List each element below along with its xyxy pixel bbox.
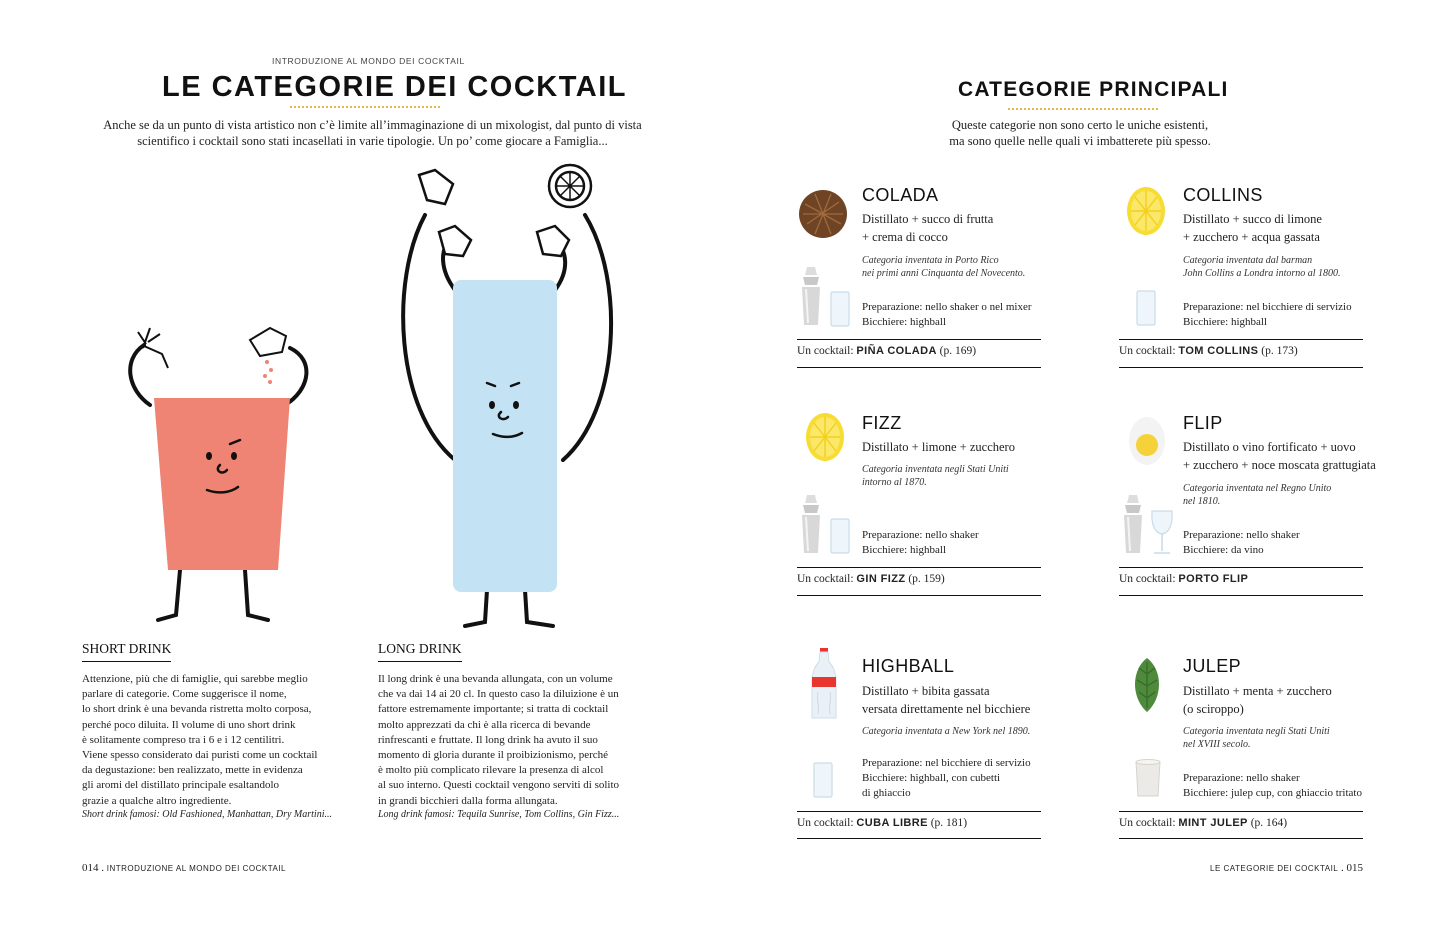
body-line: Il long drink è una bevanda allungata, con un volume — [378, 673, 613, 685]
section-title: CATEGORIE PRINCIPALI — [958, 78, 1229, 101]
short-drink-famous: Short drink famosi: Old Fashioned, Manhattan, Dry Martini... — [82, 808, 332, 820]
example-cocktail — [1119, 573, 1248, 585]
wine-glass-icon — [1149, 509, 1175, 557]
intro-line: ma sono quelle nelle quali vi imbatterete più spesso. — [949, 134, 1211, 148]
formula-line: Distillato + succo di limone — [1183, 212, 1322, 226]
page-title: LE CATEGORIE DEI COCKTAIL — [162, 71, 627, 103]
body-line: fattore estremamente importante; si tratta di cocktail — [378, 703, 609, 716]
origin-line: John Collins a Londra intorno al 1800. — [1183, 268, 1341, 279]
category-name: COLADA — [862, 185, 939, 205]
prep-line: Bicchiere: highball, con cubetti — [862, 772, 1001, 784]
body-line: da degustazione: ben realizzato, mette in evidenza — [82, 764, 303, 777]
shaker-icon — [797, 493, 825, 555]
body-line: grazie a qualche altro ingrediente. — [82, 794, 232, 807]
prep-line: Preparazione: nello shaker o nel mixer — [862, 301, 1032, 313]
formula-line: Distillato + menta + zucchero — [1183, 684, 1332, 698]
shaker-icon — [797, 265, 825, 327]
divider — [1119, 567, 1363, 568]
body-line: che va dai 14 ai 20 cl. In questo caso la diluizione è un — [378, 688, 619, 701]
category-origin — [862, 254, 1025, 280]
origin-line: Categoria inventata a New York nel 1890. — [862, 726, 1031, 737]
category-prep — [862, 528, 979, 558]
highball-glass-icon — [812, 761, 834, 799]
long-drink-illustration — [395, 160, 625, 640]
left-footer — [82, 862, 286, 874]
example-prefix: Un cocktail: — [1119, 573, 1176, 585]
divider — [1119, 367, 1363, 368]
example-name: PORTO FLIP — [1178, 573, 1249, 585]
right-footer — [1210, 862, 1363, 874]
category-origin — [1183, 725, 1330, 751]
origin-line: Categoria inventata negli Stati Uniti — [1183, 726, 1330, 737]
example-prefix: Un cocktail: — [797, 817, 854, 829]
category-formula — [1183, 210, 1322, 246]
title-underline — [1008, 108, 1158, 110]
shaker-icon — [1119, 493, 1147, 555]
egg-icon — [1127, 413, 1167, 467]
footer-label: LE CATEGORIE DEI COCKTAIL — [1210, 864, 1339, 873]
origin-line: nel XVIII secolo. — [1183, 739, 1251, 750]
body-line: rinfrescanti e fruttate. Il long drink ha avuto il suo — [378, 733, 598, 746]
divider — [797, 811, 1041, 812]
category-card-fizz — [797, 413, 1047, 598]
divider — [797, 838, 1041, 839]
short-glass-body — [154, 398, 290, 570]
body-line: parlare di categorie. Come suggerisce il nome, — [82, 688, 287, 701]
long-drink-famous: Long drink famosi: Tequila Sunrise, Tom Collins, Gin Fizz... — [378, 808, 620, 820]
formula-line: Distillato o vino fortificato + uovo — [1183, 440, 1356, 454]
long-drink-title: LONG DRINK — [378, 641, 462, 662]
body-line: è molto più complicato rilevare la presenza di alcol — [378, 764, 604, 777]
body-line: gli aromi del distillato principale esaltandolo — [82, 779, 280, 792]
body-line: in grandi bicchieri dalla forma allungata. — [378, 794, 558, 807]
prep-line: Bicchiere: julep cup, con ghiaccio tritato — [1183, 787, 1362, 799]
short-drink-section — [82, 640, 337, 820]
category-formula — [862, 682, 1030, 718]
prep-line: Bicchiere: highball — [862, 544, 946, 556]
example-cocktail — [797, 573, 945, 585]
page-kicker: INTRODUZIONE AL MONDO DEI COCKTAIL — [272, 56, 465, 66]
category-prep — [1183, 528, 1300, 558]
julep-cup-icon — [1133, 758, 1163, 800]
divider — [1119, 838, 1363, 839]
lemon-slice-icon — [804, 409, 846, 465]
example-name: PIÑA COLADA — [856, 345, 937, 357]
example-name: CUBA LIBRE — [856, 817, 928, 829]
prep-line: Preparazione: nello shaker — [862, 529, 979, 541]
example-name: MINT JULEP — [1178, 817, 1248, 829]
highball-glass-icon — [1135, 289, 1157, 327]
category-prep — [1183, 300, 1352, 330]
intro-line: Anche se da un punto di vista artistico non c’è limite all’immaginazione di un mixologist, dal punto di vista — [103, 118, 642, 132]
prep-line: Bicchiere: highball — [1183, 316, 1267, 328]
example-page: (p. 164) — [1250, 817, 1288, 829]
example-name: TOM COLLINS — [1178, 345, 1259, 357]
category-name: FLIP — [1183, 413, 1223, 433]
example-prefix: Un cocktail: — [1119, 817, 1176, 829]
body-line: Viene spesso considerato dai puristi come un cocktail — [82, 749, 318, 762]
category-prep — [862, 300, 1032, 330]
category-card-collins — [1119, 185, 1409, 370]
category-origin — [862, 463, 1009, 489]
origin-line: nei primi anni Cinquanta del Novecento. — [862, 268, 1026, 279]
footer-label: INTRODUZIONE AL MONDO DEI COCKTAIL — [106, 864, 286, 873]
example-page: (p. 173) — [1261, 345, 1298, 357]
prep-line: Bicchiere: da vino — [1183, 544, 1264, 556]
intro-line: scientifico i cocktail sono stati incasellati in varie tipologie. Un po’ come giocare a Famiglia... — [137, 134, 608, 148]
example-page: (p. 159) — [908, 573, 945, 585]
category-origin — [862, 725, 1030, 738]
intro-line: Queste categorie non sono certo le uniche esistenti, — [951, 118, 1209, 132]
short-drink-body — [82, 672, 337, 809]
highball-glass-icon — [829, 290, 851, 328]
divider — [797, 339, 1041, 340]
formula-line: (o sciroppo) — [1183, 702, 1244, 716]
divider — [797, 595, 1041, 596]
example-prefix: Un cocktail: — [797, 573, 854, 585]
origin-line: Categoria inventata in Porto Rico — [862, 255, 999, 266]
title-underline — [290, 106, 440, 108]
divider — [1119, 339, 1363, 340]
prep-line: Preparazione: nello shaker — [1183, 772, 1300, 784]
body-line: lo short drink è una bevanda ristretta molto corposa, — [82, 703, 312, 716]
prep-line: Preparazione: nello shaker — [1183, 529, 1300, 541]
section-intro — [880, 117, 1280, 149]
example-cocktail — [1119, 817, 1287, 829]
category-card-highball — [797, 648, 1057, 843]
category-card-flip — [1119, 413, 1409, 598]
formula-line: + zucchero + noce moscata grattugiata — [1183, 458, 1376, 472]
category-formula — [862, 210, 993, 246]
lemon-slice-icon — [1125, 183, 1167, 239]
category-name: FIZZ — [862, 413, 902, 433]
category-card-colada — [797, 185, 1047, 370]
body-line: al suo interno. Questi cocktail vengono serviti di solito — [378, 779, 620, 792]
divider — [1119, 811, 1363, 812]
origin-line: nel 1810. — [1183, 496, 1221, 507]
category-formula — [862, 438, 1015, 456]
body-line: è solitamente compreso tra i 6 e i 12 centilitri. — [82, 733, 285, 746]
example-cocktail — [797, 345, 976, 357]
example-name: GIN FIZZ — [856, 573, 906, 585]
example-page: (p. 181) — [930, 817, 968, 829]
divider — [797, 367, 1041, 368]
category-name: HIGHBALL — [862, 656, 955, 676]
prep-line: Bicchiere: highball — [862, 316, 946, 328]
origin-line: intorno al 1870. — [862, 477, 927, 488]
category-name: COLLINS — [1183, 185, 1263, 205]
formula-line: Distillato + succo di frutta — [862, 212, 994, 226]
category-origin — [1183, 482, 1331, 508]
formula-line: + zucchero + acqua gassata — [1183, 230, 1320, 244]
formula-line: versata direttamente nel bicchiere — [862, 702, 1031, 716]
divider — [1119, 595, 1363, 596]
example-page: (p. 169) — [939, 345, 977, 357]
category-origin — [1183, 254, 1341, 280]
category-formula — [1183, 438, 1376, 474]
page-number: . 015 — [1341, 862, 1363, 874]
origin-line: Categoria inventata dal barman — [1183, 255, 1313, 266]
short-drink-illustration — [110, 320, 330, 640]
long-drink-body — [378, 672, 643, 809]
prep-line: Preparazione: nel bicchiere di servizio — [1183, 301, 1352, 313]
example-cocktail — [1119, 345, 1298, 357]
category-name: JULEP — [1183, 656, 1242, 676]
intro-text — [40, 117, 705, 149]
formula-line: Distillato + bibita gassata — [862, 684, 990, 698]
example-prefix: Un cocktail: — [797, 345, 854, 357]
formula-line: + crema di cocco — [862, 230, 948, 244]
page-number: 014 . — [82, 862, 104, 874]
cola-bottle-icon — [810, 648, 838, 722]
prep-line: Preparazione: nel bicchiere di servizio — [862, 757, 1031, 769]
body-line: molto apprezzati da chi è alla ricerca di bevande — [378, 718, 591, 731]
example-cocktail — [797, 817, 967, 829]
category-card-julep — [1119, 648, 1409, 843]
short-drink-title: SHORT DRINK — [82, 641, 171, 662]
origin-line: Categoria inventata nel Regno Unito — [1183, 483, 1332, 494]
body-line: perché poco diluita. Il volume di uno short drink — [82, 718, 296, 731]
example-prefix: Un cocktail: — [1119, 345, 1176, 357]
prep-line: di ghiaccio — [862, 787, 911, 799]
highball-glass-icon — [829, 517, 851, 555]
formula-line: Distillato + limone + zucchero — [862, 440, 1015, 454]
long-drink-section — [378, 640, 643, 820]
category-formula — [1183, 682, 1332, 718]
category-prep — [1183, 771, 1362, 801]
origin-line: Categoria inventata negli Stati Uniti — [862, 464, 1009, 475]
body-line: Attenzione, più che di famiglie, qui sarebbe meglio — [82, 673, 308, 685]
body-line: momento di gloria durante il proibizionismo, perché — [378, 749, 609, 762]
coconut-icon — [797, 188, 849, 240]
divider — [797, 567, 1041, 568]
category-prep — [862, 756, 1031, 801]
mint-leaf-icon — [1129, 656, 1165, 714]
